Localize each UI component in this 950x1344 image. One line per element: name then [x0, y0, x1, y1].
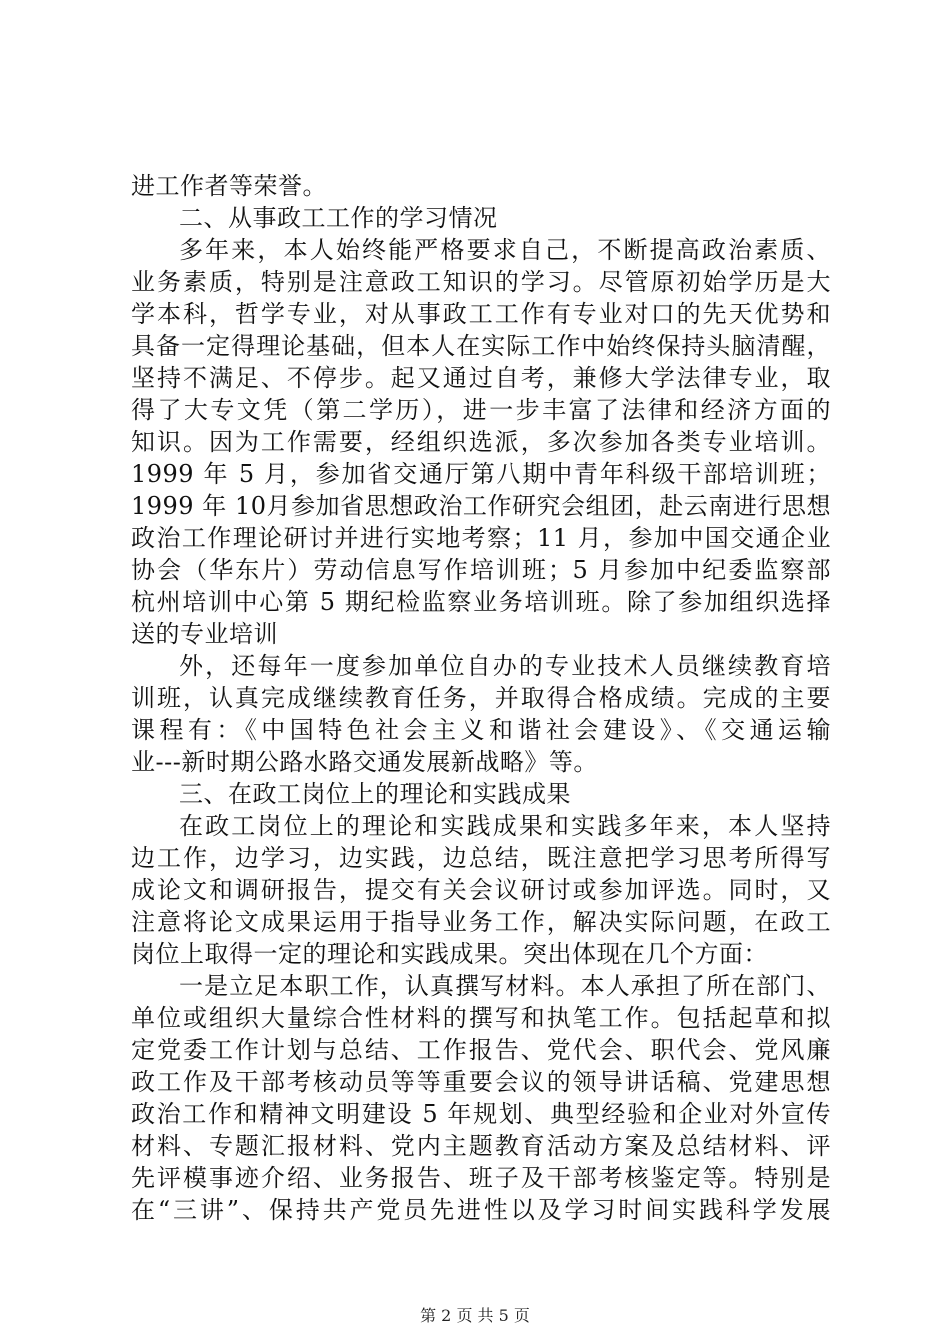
text-line: 1999 年 10月参加省思想政治工作研究会组团，赴云南进行思想 [131, 492, 831, 520]
text-line: 注意将论文成果运用于指导业务工作，解决实际问题，在政工 [131, 908, 831, 936]
page-number-footer: 第 2 页 共 5 页 [420, 1306, 530, 1325]
text-line: 政治工作理论研讨并进行实地考察；11 月，参加中国交通企业 [131, 524, 831, 552]
text-line: 外，还每年一度参加单位自办的专业技术人员继续教育培 [179, 652, 831, 680]
text-line: 在政工岗位上的理论和实践成果和实践多年来，本人坚持 [179, 812, 831, 840]
text-line: 协会（华东片）劳动信息写作培训班；5 月参加中纪委监察部 [131, 556, 831, 584]
text-line: 先评模事迹介绍、业务报告、班子及干部考核鉴定等。特别是 [131, 1164, 831, 1192]
text-line: 知识。因为工作需要，经组织选派，多次参加各类专业培训。 [131, 428, 831, 456]
text-line: 一是立足本职工作，认真撰写材料。本人承担了所在部门、 [179, 972, 831, 1000]
text-line: 多年来，本人始终能严格要求自己，不断提高政治素质、 [179, 236, 831, 264]
text-line: 训班，认真完成继续教育任务，并取得合格成绩。完成的主要 [131, 684, 831, 712]
text-line: 得了大专文凭（第二学历），进一步丰富了法律和经济方面的 [131, 396, 831, 424]
text-line: 材料、专题汇报材料、党内主题教育活动方案及总结材料、评 [131, 1132, 831, 1160]
text-line: 定党委工作计划与总结、工作报告、党代会、职代会、党风廉 [131, 1036, 831, 1064]
text-line: 进工作者等荣誉。 [131, 172, 327, 200]
text-line: 政工作及干部考核动员等等重要会议的领导讲话稿、党建思想 [131, 1068, 831, 1096]
text-line: 边工作，边学习，边实践，边总结，既注意把学习思考所得写 [131, 844, 831, 872]
text-line: 学本科，哲学专业，对从事政工工作有专业对口的先天优势和 [131, 300, 831, 328]
text-line: 坚持不满足、不停步。起又通过自考，兼修大学法律专业，取 [131, 364, 831, 392]
document-body [131, 170, 831, 1226]
text-line: 三、在政工岗位上的理论和实践成果 [179, 780, 571, 808]
text-line: 政治工作和精神文明建设 5 年规划、典型经验和企业对外宣传 [131, 1100, 831, 1128]
text-line: 课程有：《中国特色社会主义和谐社会建设》、《交通运输 [131, 716, 831, 744]
text-line: 成论文和调研报告，提交有关会议研讨或参加评选。同时，又 [131, 876, 831, 904]
text-line: 杭州培训中心第 5 期纪检监察业务培训班。除了参加组织选择 [131, 588, 831, 616]
text-line: 送的专业培训 [131, 620, 278, 648]
text-line: 单位或组织大量综合性材料的撰写和执笔工作。包括起草和拟 [131, 1004, 831, 1032]
text-line: 具备一定得理论基础，但本人在实际工作中始终保持头脑清醒， [131, 332, 831, 360]
text-line: 业务素质，特别是注意政工知识的学习。尽管原初始学历是大 [131, 268, 831, 296]
text-line: 二、从事政工工作的学习情况 [179, 204, 498, 232]
text-line: 岗位上取得一定的理论和实践成果。突出体现在几个方面： [131, 940, 768, 968]
text-line: 在“三讲”、保持共产党员先进性以及学习时间实践科学发展 [131, 1196, 831, 1224]
text-line: 1999 年 5 月，参加省交通厅第八期中青年科级干部培训班； [131, 460, 831, 488]
text-line: 业---新时期公路水路交通发展新战略》等。 [131, 748, 598, 776]
